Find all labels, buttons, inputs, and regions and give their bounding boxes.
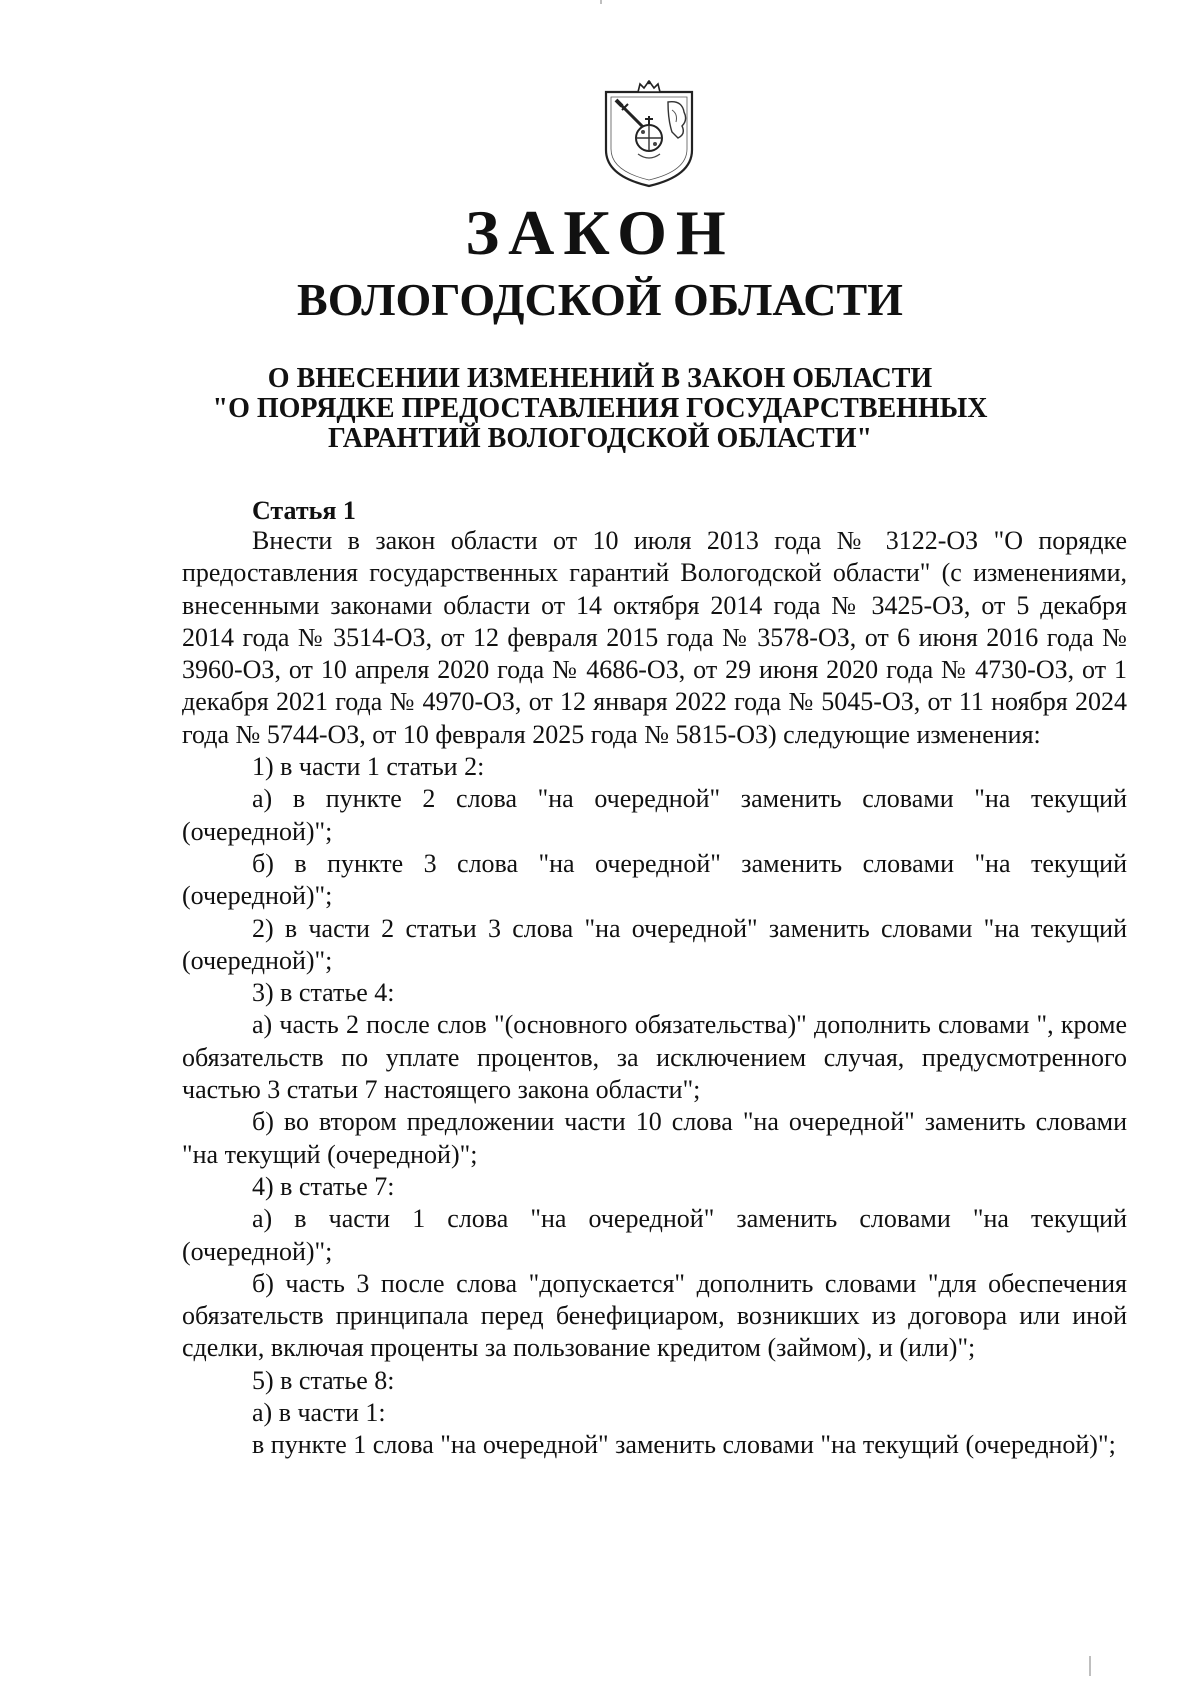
document-title: ЗАКОН [465, 197, 735, 268]
article-paragraph: б) в пункте 3 слова "на очередной" заменить словами "на текущий (очередной)"; [182, 848, 1127, 911]
article-paragraph: 3) в статье 4: [252, 978, 395, 1008]
document-region: ВОЛОГОДСКОЙ ОБЛАСТИ [297, 274, 903, 325]
article-paragraph: а) в пункте 2 слова "на очередной" заменить словами "на текущий (очередной)"; [182, 784, 1127, 846]
article-paragraph: 5) в статье 8: [252, 1365, 395, 1395]
subtitle-line: "О ПОРЯДКЕ ПРЕДОСТАВЛЕНИЯ ГОСУДАРСТВЕННЫХ [212, 393, 988, 424]
scan-mark [600, 0, 602, 4]
article-body [182, 525, 1127, 1462]
article-paragraph: а) часть 2 после слов "(основного обязательства)" дополнить словами ", кроме обязательств по уплате процентов, за исключением случая, предусмотренного частью 3 статьи 7 настоящего закона области"; [182, 1010, 1127, 1105]
article-paragraph: 1) в части 1 статьи 2: [252, 752, 485, 782]
article-paragraph: 4) в статье 7: [252, 1171, 395, 1201]
document-subtitle [0, 364, 1200, 454]
article-paragraph: в пункте 1 слова "на очередной" заменить словами "на текущий (очередной)"; [252, 1430, 1116, 1460]
subtitle-line: О ВНЕСЕНИИ ИЗМЕНЕНИЙ В ЗАКОН ОБЛАСТИ [267, 363, 933, 394]
subtitle-line: ГАРАНТИЙ ВОЛОГОДСКОЙ ОБЛАСТИ" [327, 423, 873, 454]
article-paragraph: 2) в части 2 статьи 3 слова "на очередной" заменить словами "на текущий (очередной)"; [182, 913, 1127, 975]
article-paragraph: б) часть 3 после слова "допускается" дополнить словами "для обеспечения обязательств принципала перед бенефициаром, возникших из договора или иной сделки, включая проценты за пользование кредитом (займом), и (или)"; [182, 1268, 1127, 1363]
article-paragraph: а) в части 1: [252, 1398, 386, 1428]
article-heading: Статья 1 [252, 496, 356, 525]
article-paragraph: а) в части 1 слова "на очередной" заменить словами "на текущий (очередной)"; [182, 1204, 1127, 1266]
article-paragraph: б) во втором предложении части 10 слова "на очередной" заменить словами "на текущий (очередной)"; [182, 1107, 1127, 1169]
scan-mark [1089, 1656, 1091, 1676]
article-paragraph: Внести в закон области от 10 июля 2013 года № 3122-ОЗ "О порядке предоставления государственных гарантий Вологодской области" (с изменениями, внесенными законами области от 14 октября 2014 года № 3425-ОЗ, от 5 декабря 2014 года № 3514-ОЗ, от 12 февраля 2015 года № 3578-ОЗ, от 6 июня 2016 года № 3960-ОЗ, от 10 апреля 2020 года № 4686-ОЗ, от 29 июня 2020 года № 4730-ОЗ, от 1 декабря 2021 года № 4970-ОЗ, от 12 января 2022 года № 5045-ОЗ, от 11 ноября 2024 года № 5744-ОЗ, от 10 февраля 2025 года № 5815-ОЗ) следующие изменения: [182, 526, 1127, 749]
coat-of-arms-emblem [602, 80, 696, 188]
